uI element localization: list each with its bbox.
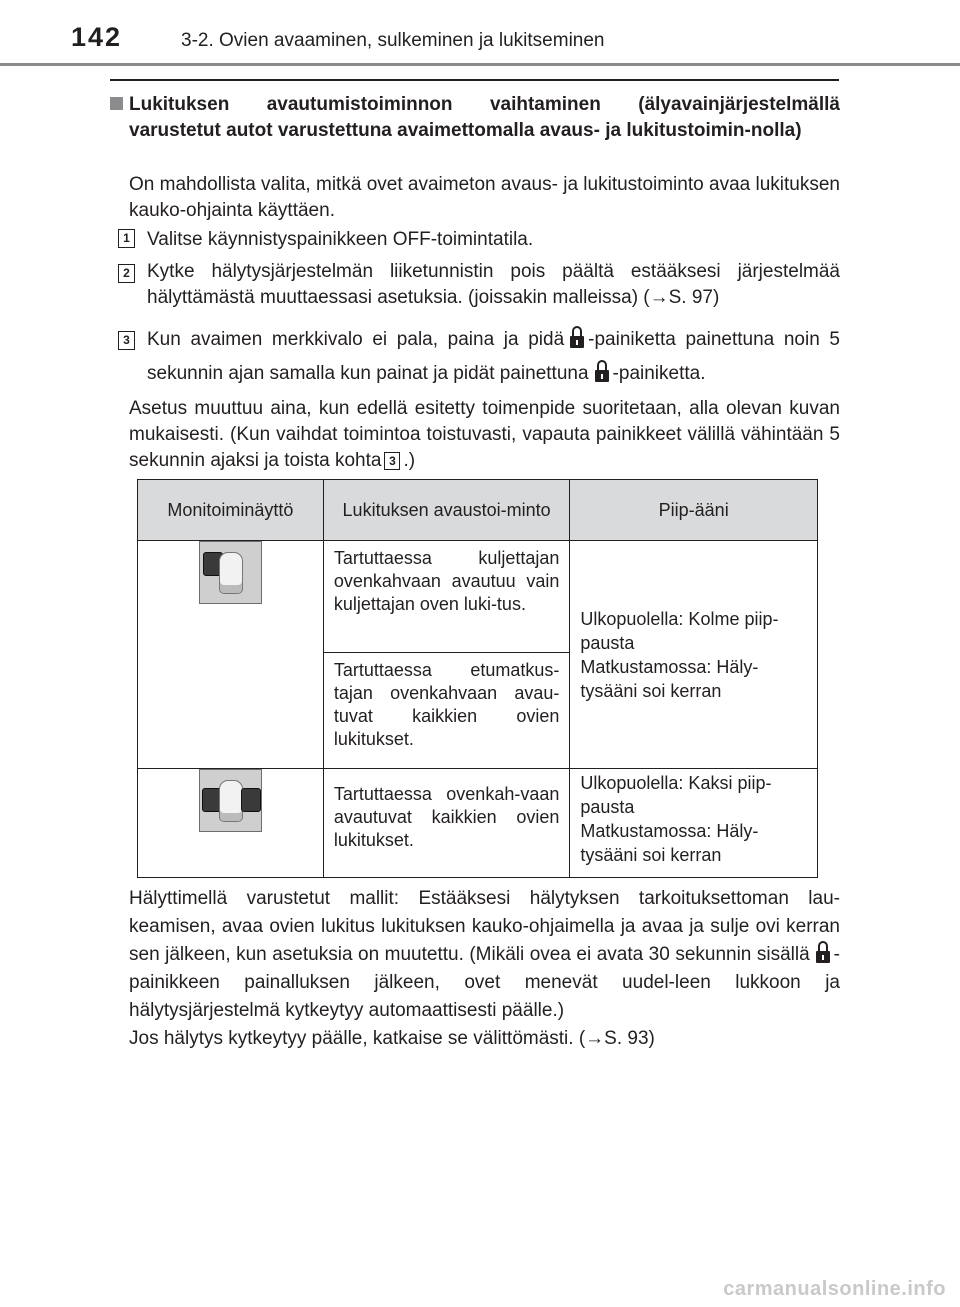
table-row: [138, 769, 818, 878]
beep-cell-2: [570, 769, 818, 878]
beep-1-line-3: Matkustamossa: Häly-: [580, 656, 759, 677]
table-header-row: [138, 480, 818, 541]
step-1-text: Valitse käynnistyspainikkeen OFF-toimintatila.: [147, 229, 534, 250]
beep-2-line-1: Ulkopuolella: Kaksi piip-: [580, 773, 772, 793]
header-multi-display: Monitoiminäyttö: [138, 480, 324, 541]
beep-1-line-1: Ulkopuolella: Kolme piip-: [580, 608, 779, 629]
unlock-settings-table: [137, 479, 818, 878]
display-icon-cell-2: [138, 769, 324, 878]
lock-icon: [816, 941, 830, 963]
function-2-text: Tartuttaessa ovenkah-vaan avautuvat kaikkien ovien lukitukset.: [333, 784, 560, 850]
all-doors-unlock-icon: [199, 769, 262, 832]
section-marker-icon: [110, 97, 123, 110]
section-heading: [110, 92, 840, 144]
header-rule: [0, 63, 960, 66]
step-2-text: Kytke hälytysjärjestelmän liiketunnistin pois päältä estääksesi järjestelmää hälyttämästä muuttaessasi asetuksia. (joissakin malleissa) (→S. 97): [147, 261, 840, 308]
beep-1-line-4: tysääni soi kerran: [580, 680, 722, 701]
alarm-note-text-b: -painikkeen painalluksen jälkeen, ovet menevät uudel-leen lukkoon ja hälytysjärjestelmä kytkeytyy automaattisesti päälle.): [129, 944, 840, 1021]
section-intro: On mahdollista valita, mitkä ovet avaimeton avaus- ja lukitustoiminto avaa lukituksen kauko-ohjainta käyttäen.: [129, 174, 840, 221]
step-reference-3: 3: [384, 452, 400, 470]
step-3-text-a: Kun avaimen merkkivalo ei pala, paina ja pidä: [147, 329, 565, 350]
function-cell-2: [323, 769, 570, 878]
display-icon-cell-1: [138, 541, 324, 769]
function-1a-text: Tartuttaessa kuljettajan ovenkahvaan avautuu vain kuljettajan oven luki-tus.: [333, 548, 560, 614]
alarm-note-text-c: Jos hälytys kytkeytyy päälle, katkaise se välittömästi. (→S. 93): [129, 1028, 655, 1049]
step-3-text: [147, 323, 840, 391]
function-cell-1b: [323, 653, 570, 769]
lock-icon: [595, 360, 609, 382]
beep-2-line-3: Matkustamossa: Häly-: [580, 821, 759, 841]
table-row: [138, 541, 818, 653]
step-3-number: 3: [118, 331, 135, 350]
alarm-note-text-a: Hälyttimellä varustetut mallit: Estääksesi hälytyksen tarkoituksettoman lau-keamisen, avaa ovien lukitus lukituksen kauko-ohjaimella ja avaa ja sulje ovi kerran sen jälkeen, kun asetuksia on muutettu. (Mikäli ovea ei avata 30 sekunnin sisällä: [129, 888, 840, 965]
watermark: carmanualsonline.info: [723, 1278, 946, 1300]
lock-icon: [570, 326, 584, 348]
step-3-text-c: -painiketta.: [612, 363, 706, 384]
step-2-number: 2: [118, 264, 135, 283]
header-unlock-function: Lukituksen avaustoi-minto: [323, 480, 570, 541]
chapter-title: 3-2. Ovien avaaminen, sulkeminen ja lukitseminen: [181, 30, 605, 51]
alarm-note-paragraph: [129, 885, 840, 1053]
beep-2-line-2: pausta: [580, 797, 635, 817]
function-1b-text: Tartuttaessa etumatkus-tajan ovenkahvaan avau-tuvat kaikkien ovien lukitukset.: [333, 660, 560, 749]
section-rule: [110, 79, 839, 81]
driver-door-unlock-icon: [199, 541, 262, 604]
note-text-b: .): [403, 450, 416, 471]
page-number: 142: [71, 22, 123, 52]
note-paragraph: [129, 396, 840, 474]
beep-1-line-2: pausta: [580, 632, 635, 653]
section-heading-text: Lukituksen avautumistoiminnon vaihtaminen (älyavainjärjestelmällä varustetut autot varustettuna avaimettomalla avaus- ja lukitustoimin-nolla): [129, 94, 840, 141]
beep-2-line-4: tysääni soi kerran: [580, 845, 722, 865]
step-1-number: 1: [118, 229, 135, 248]
note-text-a: Asetus muuttuu aina, kun edellä esitetty toimenpide suoritetaan, alla olevan kuvan mukaisesti. (Kun vaihdat toimintoa toistuvasti, vapauta painikkeet välillä vähintään 5 sekunnin ajaksi ja toista kohta: [129, 398, 840, 471]
beep-cell-1: [570, 541, 818, 769]
header-beep: Piip-ääni: [570, 480, 818, 541]
function-cell-1a: [323, 541, 570, 653]
step-3-text-b: -painiketta painettuna noin 5 sekunnin ajan samalla kun painat ja pidät painettuna: [147, 329, 841, 384]
